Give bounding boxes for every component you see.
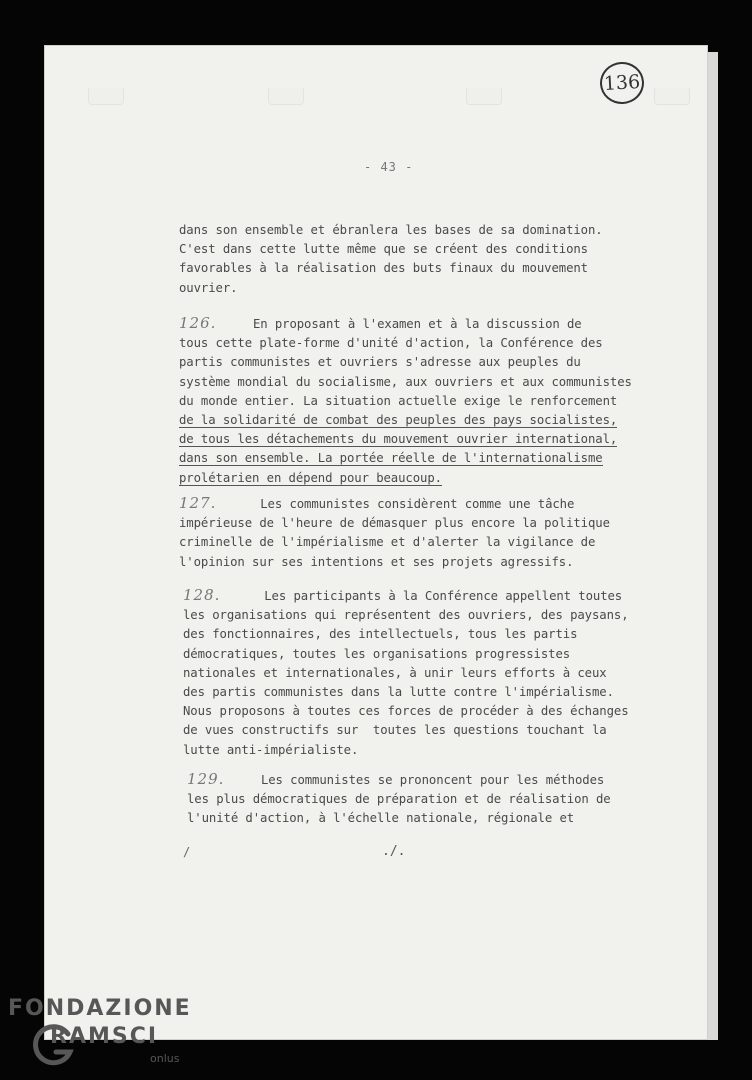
paragraph-129 (187, 770, 647, 829)
text-line: Les participants à la Conférence appellent toutes (264, 589, 623, 603)
paper-tab (466, 88, 502, 105)
text-line: nationales et internationales, à unir leurs efforts à ceux (183, 665, 607, 680)
underlined-line: dans son ensemble. La portée réelle de l'internationalisme (179, 451, 603, 466)
paper-tab (654, 88, 690, 105)
text-line: démocratiques, toutes les organisations progressistes (183, 646, 571, 661)
fondazione-gramsci-logo (8, 996, 198, 1080)
paragraph-number: 129. (187, 770, 225, 788)
text-line: des fonctionnaires, des intellectuels, tous les partis (183, 627, 578, 642)
paper-tab (88, 88, 124, 105)
paragraph-128 (183, 586, 643, 760)
margin-mark: / (183, 845, 191, 859)
text-line: En proposant à l'examen et à la discussion de (252, 317, 582, 331)
paragraph-126 (179, 314, 639, 488)
continuation-mark: ./. (382, 844, 406, 859)
paragraph-number: 126. (179, 314, 217, 332)
text-line: dans son ensemble et ébranlera les bases de sa domination. (179, 223, 603, 237)
text-line: les organisations qui représentent des ouvriers, des paysans, (183, 608, 629, 623)
text-line: Nous proposons à toutes ces forces de procéder à des échanges (183, 704, 629, 719)
text-line: ouvrier. (179, 280, 238, 295)
text-line: système mondial du socialisme, aux ouvriers et aux communistes (179, 374, 632, 389)
text-line: Les communistes se prononcent pour les méthodes (260, 773, 605, 787)
paragraph-number: 127. (179, 494, 217, 512)
text-line: tous cette plate-forme d'unité d'action, la Conférence des (179, 336, 603, 351)
text-line: criminelle de l'impérialisme et d'alerter la vigilance de (179, 535, 596, 550)
underlined-line: prolétarien en dépend pour beaucoup. (179, 470, 442, 485)
archive-stamp: 136 (599, 61, 645, 105)
text-line: des partis communistes dans la lutte contre l'impérialisme. (183, 685, 614, 700)
text-line: de vues constructifs sur toutes les questions touchant la (183, 723, 607, 738)
logo-text-fondazione: FONDAZIONE (8, 996, 192, 1021)
text-line: C'est dans cette lutte même que se créent des conditions (179, 242, 588, 257)
text-line: favorables à la réalisation des buts finaux du mouvement (179, 261, 588, 276)
underlined-line: de la solidarité de combat des peuples des pays socialistes, (179, 413, 618, 428)
text-line: l'opinion sur ses intentions et ses projets agressifs. (179, 554, 574, 569)
text-line: lutte anti-impérialiste. (183, 742, 359, 757)
paragraph-continuation (179, 221, 639, 298)
paper-edge (708, 52, 718, 1040)
underlined-line: de tous les détachements du mouvement ouvrier international, (179, 432, 618, 447)
text-line: impérieuse de l'heure de démasquer plus encore la politique (179, 516, 610, 531)
text-line: l'unité d'action, à l'échelle nationale, régionale et (187, 811, 575, 826)
text-line: partis communistes et ouvriers s'adresse aux peuples du (179, 355, 581, 370)
page-number: - 43 - (364, 160, 414, 174)
paper-tab (268, 88, 304, 105)
text-line: du monde entier. La situation actuelle exige le renforcement (179, 393, 618, 408)
logo-text-onlus: onlus (150, 1052, 180, 1065)
paragraph-number: 128. (183, 586, 221, 604)
paragraph-127 (179, 494, 639, 572)
text-line: Les communistes considèrent comme une tâche (260, 497, 575, 511)
logo-text-gramsci: RAMSCI (50, 1024, 159, 1049)
text-line: les plus démocratiques de préparation et de réalisation de (187, 792, 611, 807)
